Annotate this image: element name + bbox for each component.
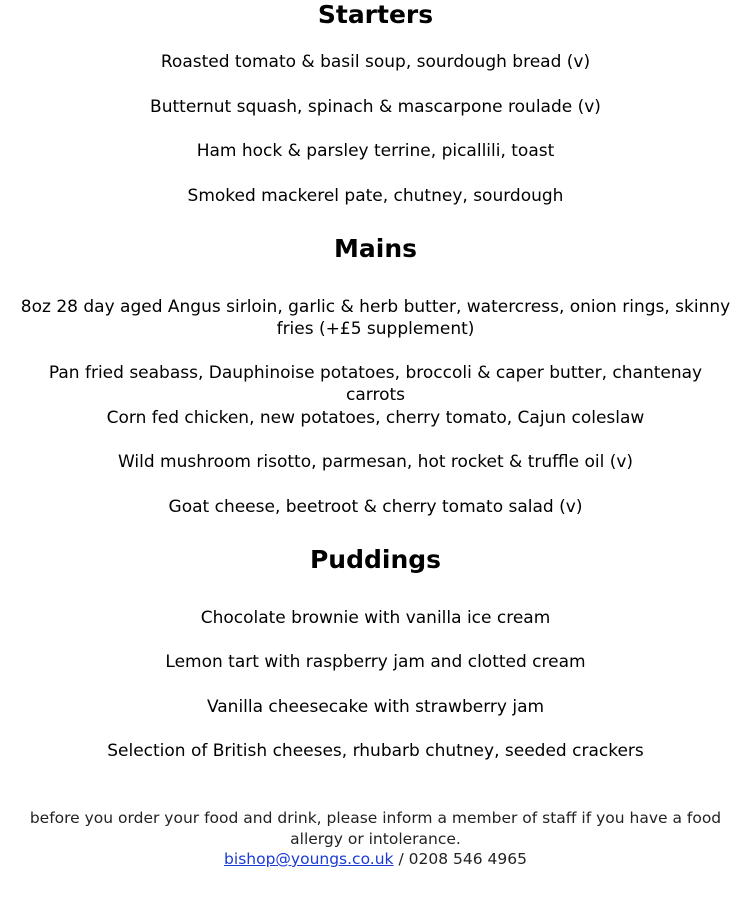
starter-item-soup: Roasted tomato & basil soup, sourdough bread (v): [160, 52, 591, 72]
main-item-seabass: Pan fried seabass, Dauphinoise potatoes, broccoli & caper butter, chantenay carrots: [48, 363, 703, 405]
email-link[interactable]: bishop@youngs.co.uk: [224, 850, 394, 868]
starter-item-terrine: Ham hock & parsley terrine, picallili, toast: [196, 141, 555, 161]
main-item-goat-cheese-salad: Goat cheese, beetroot & cherry tomato salad (v): [168, 497, 583, 517]
main-item-sirloin: 8oz 28 day aged Angus sirloin, garlic & herb butter, watercress, onion rings, skinny fries (+£5 supplement): [20, 297, 731, 339]
main-item-chicken: Corn fed chicken, new potatoes, cherry tomato, Cajun coleslaw: [106, 408, 645, 428]
starter-item-mackerel: Smoked mackerel pate, chutney, sourdough: [187, 186, 564, 206]
mains-heading: Mains: [334, 234, 417, 263]
puddings-heading: Puddings: [309, 545, 442, 574]
pudding-item-cheesecake: Vanilla cheesecake with strawberry jam: [206, 697, 545, 717]
pudding-item-cheese-selection: Selection of British cheeses, rhubarb chutney, seeded crackers: [107, 741, 644, 761]
main-item-risotto: Wild mushroom risotto, parmesan, hot rocket & truffle oil (v): [117, 452, 634, 472]
starters-heading: Starters: [317, 0, 434, 29]
pudding-item-brownie: Chocolate brownie with vanilla ice cream: [200, 608, 551, 628]
pudding-item-lemon-tart: Lemon tart with raspberry jam and clotted cream: [165, 652, 586, 672]
starter-item-roulade: Butternut squash, spinach & mascarpone roulade (v): [150, 97, 601, 117]
phone-number: 0208 546 4965: [408, 850, 527, 868]
allergy-notice: before you order your food and drink, please inform a member of staff if you have a food allergy or intolerance.: [29, 809, 722, 848]
contact-line: [20, 849, 731, 870]
contact-separator: /: [393, 850, 409, 868]
